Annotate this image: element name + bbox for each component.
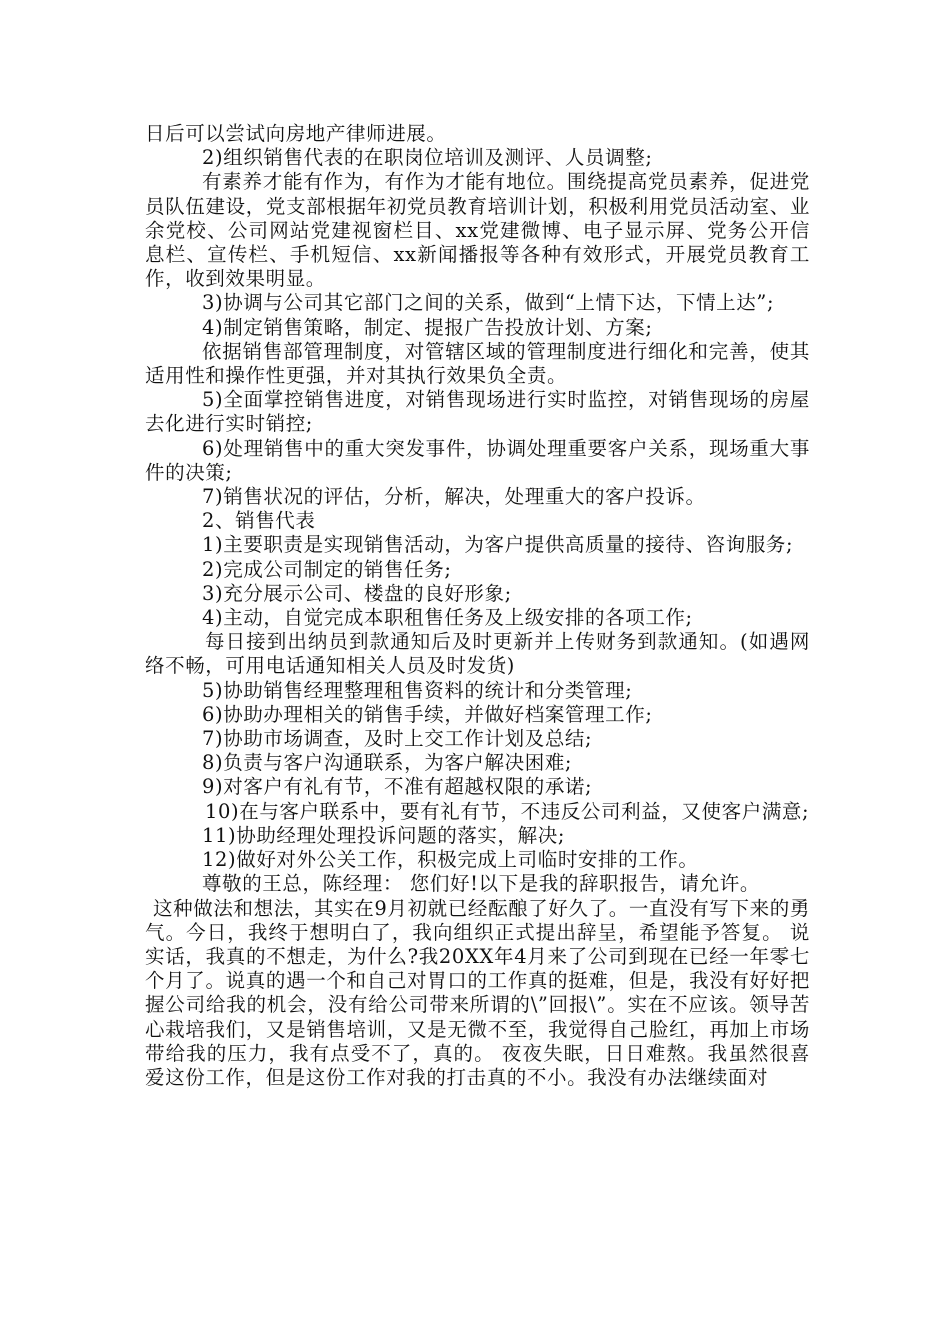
section-heading-sales-rep: 2、销售代表 [202,509,316,533]
paragraph-rep-item-7: 7)协助市场调查，及时上交工作计划及总结; [202,727,593,751]
paragraph-payment-notice: 每日接到出纳员到款通知后及时更新并上传财务到款通知。(如遇网络不畅，可用电话通知相关人员及时发货) [145,630,810,678]
paragraph-item-6: 6)处理销售中的重大突发事件，协调处理重要客户关系，现场重大事件的决策; [145,436,810,484]
document-body [145,122,810,1090]
paragraph-item-3: 3)协调与公司其它部门之间的关系，做到“上情下达，下情上达”; [202,291,775,315]
paragraph-rep-item-3: 3)充分展示公司、楼盘的良好形象; [202,581,512,605]
paragraph-party-education: 有素养才能有作为，有作为才能有地位。围绕提高党员素养，促进党员队伍建设，党支部根据年初党员教育培训计划，积极利用党员活动室、业余党校、公司网站党建视窗栏目、xx党建微博、电子显示屏、党务公开信息栏、宣传栏、手机短信、xx新闻播报等各种有效形式，开展党员教育工作，收到效果明显。 [145,170,810,291]
paragraph-rep-item-6: 6)协助办理相关的销售手续，并做好档案管理工作; [202,702,653,726]
paragraph-rep-item-12: 12)做好对外公关工作，积极完成上司临时安排的工作。 [202,848,699,872]
paragraph-rep-item-10: 10)在与客户联系中，要有礼有节，不违反公司利益，又使客户满意; [205,799,810,823]
paragraph-rep-item-5: 5)协助销售经理整理租售资料的统计和分类管理; [202,678,633,702]
paragraph-management-rules: 依据销售部管理制度，对管辖区域的管理制度进行细化和完善，使其适用性和操作性更强，并对其执行效果负全责。 [145,339,810,388]
paragraph-item-4: 4)制定销售策略，制定、提报广告投放计划、方案; [202,315,653,339]
paragraph-rep-item-2: 2)完成公司制定的销售任务; [202,557,452,581]
paragraph-rep-item-4: 4)主动，自觉完成本职租售任务及上级安排的各项工作; [202,606,693,630]
paragraph-resignation-body: 这种做法和想法，其实在9月初就已经酝酿了好久了。一直没有写下来的勇气。今日，我终于想明白了，我向组织正式提出辞呈，希望能予答复。 说实话，我真的不想走，为什么?我20XX年4月来了公司到现在已经一年零七个月了。说真的遇一个和自己对胃口的工作真的挺难，但是，我没有好好把握公司给我的机会，没有给公司带来所谓的\”回报\”。实在不应该。领导苦心栽培我们，又是销售培训，又是无微不至，我觉得自己脸红，再加上市场带给我的压力，我有点受不了，真的。 夜夜失眠，日日难熬。我虽然很喜爱这份工作，但是这份工作对我的打击真的不小。我没有办法继续面对 [145,896,810,1089]
paragraph-resignation-greeting: 尊敬的王总，陈经理： 您们好!以下是我的辞职报告，请允许。 [202,872,760,896]
paragraph-item-2: 2)组织销售代表的在职岗位培训及测评、人员调整; [202,146,653,170]
paragraph-item-7: 7)销售状况的评估，分析，解决，处理重大的客户投诉。 [202,485,706,509]
paragraph-rep-item-8: 8)负责与客户沟通联系，为客户解决困难; [202,751,573,775]
paragraph-continuation: 日后可以尝试向房地产律师进展。 [145,122,447,145]
paragraph-rep-item-1: 1)主要职责是实现销售活动，为客户提供高质量的接待、咨询服务; [202,533,794,557]
paragraph-rep-item-9: 9)对客户有礼有节，不准有超越权限的承诺; [202,775,593,799]
paragraph-item-5: 5)全面掌控销售进度，对销售现场进行实时监控，对销售现场的房屋去化进行实时销控; [145,388,810,436]
paragraph-rep-item-11: 11)协助经理处理投诉问题的落实，解决; [202,823,565,847]
